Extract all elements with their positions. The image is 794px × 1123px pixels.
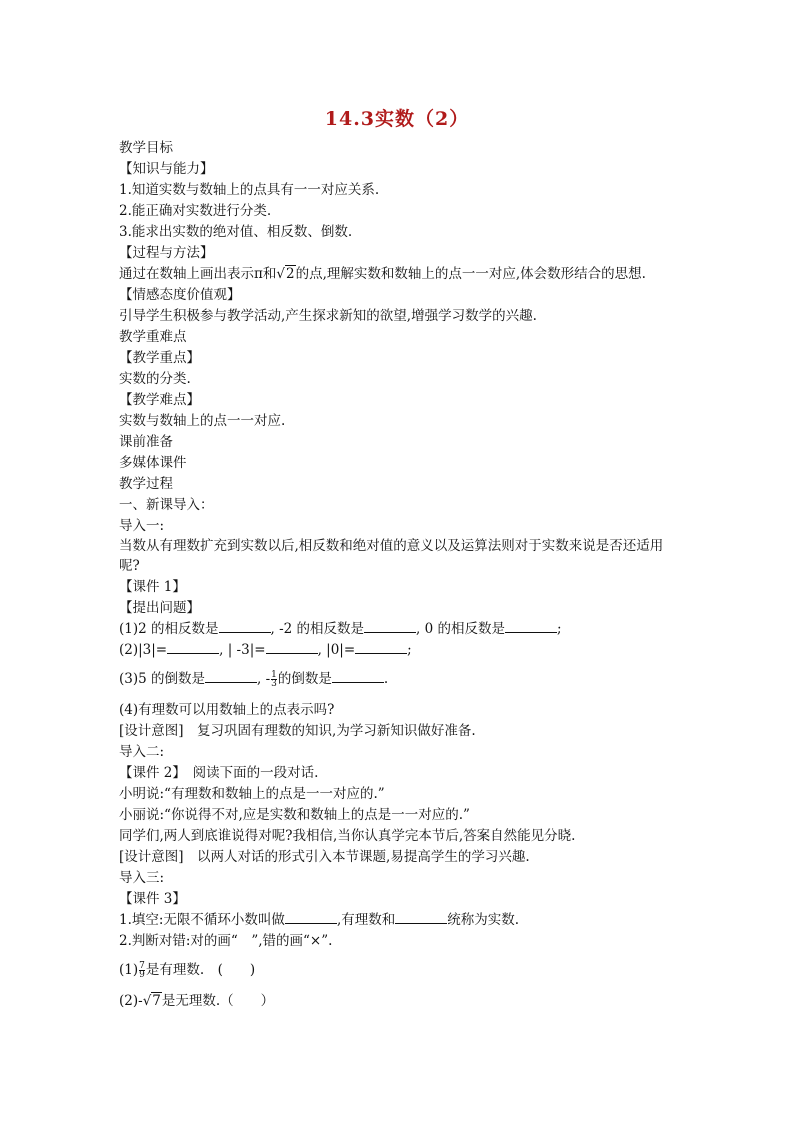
sqrt-two-radicand: 2 <box>285 266 295 282</box>
dialogue-conclusion: 同学们,两人到底谁说得对呢?我相信,当你认真学完本节后,答案自然能见分晓. <box>119 828 576 844</box>
fraction-numerator: 1 <box>271 670 277 680</box>
fill-in-part-c: 统称为实数. <box>447 912 520 928</box>
preparation-text: 多媒体课件 <box>119 455 187 471</box>
fill-in-part-b: ,有理数和 <box>336 912 396 928</box>
answer-blank <box>364 620 416 633</box>
section-process-method: 【过程与方法】 <box>119 245 214 261</box>
process-method-text <box>119 265 646 283</box>
fraction-seven-ninths <box>139 962 145 979</box>
key-point-text: 实数的分类. <box>119 371 191 387</box>
courseware-1: 【课件 1】 <box>119 579 186 595</box>
answer-blank <box>205 670 257 683</box>
answer-blank <box>395 911 447 924</box>
question-3-part-b: , - <box>257 671 271 687</box>
question-3-part-c: 的倒数是 <box>277 671 332 687</box>
judge-item-1-text: 是有理数. ( ) <box>145 962 256 978</box>
answer-blank <box>219 620 271 633</box>
section-knowledge-ability: 【知识与能力】 <box>119 161 214 177</box>
answer-blank <box>266 641 318 654</box>
fraction-numerator: 7 <box>139 961 145 971</box>
question-2-part-b: , | -3|= <box>219 642 266 658</box>
answer-blank <box>167 641 219 654</box>
judge-item-2-number: (2)- <box>119 993 143 1009</box>
fill-in-part-a: 1.填空:无限不循环小数叫做 <box>119 912 285 928</box>
fraction-one-third <box>271 671 277 688</box>
intro-three-heading: 导入三: <box>119 870 165 886</box>
design-intent-2: [设计意图] 以两人对话的形式引入本节课题,易提高学生的学习兴趣. <box>119 849 530 865</box>
goal-item-2: 2.能正确对实数进行分类. <box>119 203 272 219</box>
question-2 <box>119 641 412 659</box>
answer-blank <box>332 670 384 683</box>
fraction-denominator: 3 <box>271 679 277 689</box>
section-attitude-values: 【情感态度价值观】 <box>119 287 241 303</box>
question-3 <box>119 670 388 688</box>
dialogue-xiaoli: 小丽说:“你说得不对,应是实数和数轴上的点是一一对应的.” <box>119 807 470 823</box>
question-3-end: . <box>383 671 389 687</box>
sqrt-seven-radicand: 7 <box>152 993 161 1009</box>
sqrt-two: √2 <box>276 266 295 282</box>
question-2-part-c: , |0|= <box>317 642 356 658</box>
judge-item-1-number: (1) <box>119 962 139 978</box>
answer-blank <box>505 620 557 633</box>
true-false-instruction: 2.判断对错:对的画“ ”,错的画“×”. <box>119 933 333 949</box>
question-3-part-a: (3)5 的倒数是 <box>119 671 206 687</box>
intro-one-text: 当数从有理数扩充到实数以后,相反数和绝对值的意义以及运算法则对于实数来说是否还适用呢? <box>119 538 664 574</box>
courseware-2: 【课件 2】 阅读下面的一段对话. <box>119 765 319 781</box>
attitude-text: 引导学生积极参与教学活动,产生探求新知的欲望,增强学习数学的兴趣. <box>119 308 537 324</box>
answer-blank <box>285 911 337 924</box>
courseware-3: 【课件 3】 <box>119 891 186 907</box>
section-questions: 【提出问题】 <box>119 600 200 616</box>
question-1-part-c: , 0 的相反数是 <box>416 621 506 637</box>
dialogue-xiaoming: 小明说:“有理数和数轴上的点是一一对应的.” <box>119 786 385 802</box>
section-new-lesson-intro: 一、新课导入： <box>119 497 214 513</box>
heading-teaching-process: 教学过程 <box>119 476 173 492</box>
design-intent-1: [设计意图] 复习巩固有理数的知识,为学习新知识做好准备. <box>119 723 476 739</box>
answer-blank <box>355 641 407 654</box>
heading-teaching-goals: 教学目标 <box>119 140 173 156</box>
process-text-part2: 的点,理解实数和数轴上的点一一对应,体会数形结合的思想. <box>295 266 646 282</box>
process-text-part1: 通过在数轴上画出表示π和 <box>119 266 277 282</box>
judge-item-1 <box>119 961 255 979</box>
heading-preparation: 课前准备 <box>119 434 173 450</box>
section-key-points: 【教学重点】 <box>119 350 200 366</box>
judge-item-2-text: 是无理数.（ ） <box>161 993 275 1009</box>
question-1 <box>119 620 562 638</box>
section-difficult-points: 【教学难点】 <box>119 392 200 408</box>
intro-two-heading: 导入二: <box>119 744 165 760</box>
question-1-part-a: (1)2 的相反数是 <box>119 621 219 637</box>
judge-item-2 <box>119 992 274 1010</box>
heading-key-difficult: 教学重难点 <box>119 329 187 345</box>
question-2-end: ; <box>407 642 412 658</box>
goal-item-1: 1.知道实数与数轴上的点具有一一对应关系. <box>119 182 380 198</box>
question-1-end: ; <box>557 621 562 637</box>
question-4: (4)有理数可以用数轴上的点表示吗? <box>119 702 335 718</box>
intro-one-heading: 导入一: <box>119 518 165 534</box>
fill-in-question <box>119 911 519 929</box>
page-title: 14.3实数（2） <box>324 108 470 130</box>
question-2-part-a: (2)|3|= <box>119 642 168 658</box>
fraction-denominator: 9 <box>139 970 145 980</box>
question-1-part-b: , -2 的相反数是 <box>270 621 365 637</box>
difficult-point-text: 实数与数轴上的点一一对应. <box>119 413 286 429</box>
goal-item-3: 3.能求出实数的绝对值、相反数、倒数. <box>119 224 353 240</box>
sqrt-seven: √7 <box>142 993 161 1009</box>
